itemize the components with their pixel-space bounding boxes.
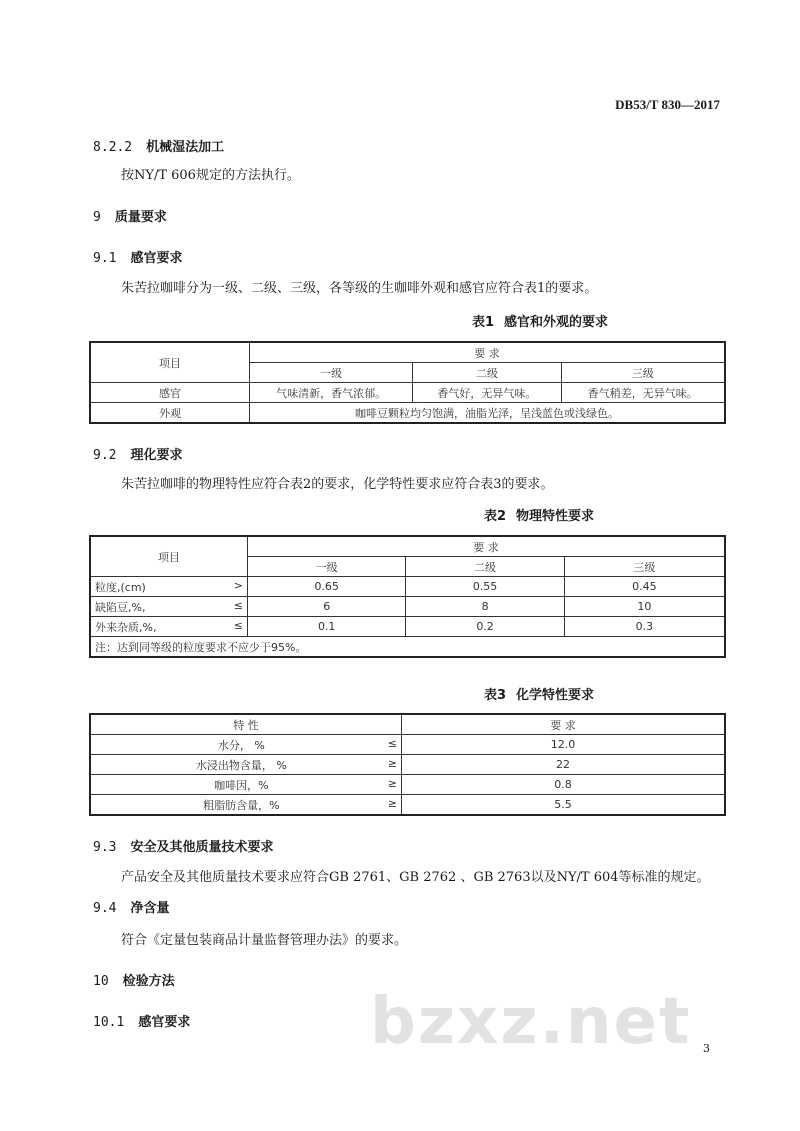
cell: 0.2 xyxy=(406,617,564,637)
row-label xyxy=(90,597,248,617)
table3-caption-text: 化学特性要求 xyxy=(516,688,595,703)
cell: 22 xyxy=(402,755,726,775)
table1 xyxy=(89,341,726,424)
table2-caption-text: 物理特性要求 xyxy=(516,509,595,524)
section-number: 9.1 xyxy=(93,251,117,266)
table1-caption-text: 感官和外观的要求 xyxy=(504,315,609,330)
table-row xyxy=(90,775,725,795)
cell-merged: 咖啡豆颗粒均匀饱满，油脂光泽，呈浅蓝色或浅绿色。 xyxy=(250,403,726,424)
table-row xyxy=(90,617,725,637)
row-label-text: 粗脂肪含量，% xyxy=(203,798,280,812)
table-row xyxy=(90,597,725,617)
table1-grade: 一级 xyxy=(250,363,413,383)
row-label: 感官 xyxy=(90,383,250,403)
table1-header-item: 项目 xyxy=(90,342,250,383)
table2-grade: 一级 xyxy=(248,557,406,577)
row-label xyxy=(90,775,402,795)
row-label-text: 水分， % xyxy=(217,738,265,752)
row-label xyxy=(90,755,402,775)
cell: 0.3 xyxy=(564,617,725,637)
comparison-symbol: ≤ xyxy=(387,736,397,750)
paragraph-9-3: 产品安全及其他质量技术要求应符合GB 2761、GB 2762 、GB 2763以及NY/T 604等标准的规定。 xyxy=(121,870,710,885)
cell: 6 xyxy=(248,597,406,617)
table1-caption xyxy=(472,311,608,330)
cell: 5.5 xyxy=(402,795,726,816)
heading-9-1 xyxy=(93,247,183,266)
table-row xyxy=(90,577,725,597)
paragraph-8-2-2: 按NY/T 606规定的方法执行。 xyxy=(121,168,300,183)
page-number: 3 xyxy=(703,1042,710,1055)
table1-grade: 二级 xyxy=(413,363,561,383)
cell: 0.55 xyxy=(406,577,564,597)
row-label-text: 水浸出物含量， % xyxy=(195,758,287,772)
row-label xyxy=(90,735,402,755)
table2-caption-id: 表2 xyxy=(484,509,507,524)
cell: 0.45 xyxy=(564,577,725,597)
section-title: 感官要求 xyxy=(138,1015,191,1030)
comparison-symbol: ≥ xyxy=(387,796,397,810)
cell: 气味清新，香气浓郁。 xyxy=(250,383,413,403)
table2-header-item: 项目 xyxy=(90,536,248,577)
row-label-text: 外来杂质,%, xyxy=(95,620,157,634)
section-title: 安全及其他质量技术要求 xyxy=(130,840,274,855)
table-row xyxy=(90,403,725,424)
table2-header-req: 要 求 xyxy=(248,536,726,557)
section-number: 9.2 xyxy=(93,448,117,463)
table-row xyxy=(90,383,725,403)
cell: 0.1 xyxy=(248,617,406,637)
section-title: 理化要求 xyxy=(130,448,183,463)
heading-8-2-2 xyxy=(93,136,224,155)
section-title: 质量要求 xyxy=(114,210,167,225)
section-title: 检验方法 xyxy=(122,974,175,989)
table1-header-req: 要 求 xyxy=(250,342,726,363)
section-title: 感官要求 xyxy=(130,251,183,266)
row-label xyxy=(90,577,248,597)
watermark: bzxz.net xyxy=(370,985,692,1059)
cell: 10 xyxy=(564,597,725,617)
heading-10 xyxy=(93,970,175,989)
paragraph-9-1: 朱苦拉咖啡分为一级、二级、三级，各等级的生咖啡外观和感官应符合表1的要求。 xyxy=(121,281,598,296)
table-row xyxy=(90,795,725,816)
cell: 0.8 xyxy=(402,775,726,795)
table1-grade: 三级 xyxy=(561,363,725,383)
section-number: 10.1 xyxy=(93,1015,125,1030)
table2-grade: 三级 xyxy=(564,557,725,577)
table3-caption xyxy=(484,684,594,703)
cell: 香气稍差，无异气味。 xyxy=(561,383,725,403)
row-label xyxy=(90,617,248,637)
cell: 0.65 xyxy=(248,577,406,597)
heading-10-1 xyxy=(93,1011,190,1030)
section-number: 9 xyxy=(93,210,101,225)
table2-caption xyxy=(484,505,594,524)
heading-9-4 xyxy=(93,897,170,916)
table3 xyxy=(89,713,726,816)
section-title: 净含量 xyxy=(130,901,170,916)
row-label-text: 咖啡因，% xyxy=(214,778,269,792)
comparison-symbol: ≤ xyxy=(233,598,243,612)
section-number: 9.3 xyxy=(93,840,117,855)
table-row xyxy=(90,755,725,775)
table2-note: 注：达到同等级的粒度要求不应少于95%。 xyxy=(90,637,725,658)
cell: 12.0 xyxy=(402,735,726,755)
table3-header-item: 特 性 xyxy=(90,714,402,735)
cell: 香气好，无异气味。 xyxy=(413,383,561,403)
table-row xyxy=(90,735,725,755)
table1-caption-id: 表1 xyxy=(472,315,495,330)
document-code: DB53/T 830—2017 xyxy=(615,97,720,112)
table3-caption-id: 表3 xyxy=(484,688,507,703)
comparison-symbol: ≥ xyxy=(387,776,397,790)
table3-header-req: 要 求 xyxy=(402,714,726,735)
comparison-symbol: ≤ xyxy=(233,618,243,632)
row-label xyxy=(90,795,402,816)
paragraph-9-4: 符合《定量包装商品计量监督管理办法》的要求。 xyxy=(121,933,408,948)
row-label-text: 粒度,(cm) xyxy=(95,580,146,594)
comparison-symbol: ≥ xyxy=(387,756,397,770)
section-number: 9.4 xyxy=(93,901,117,916)
row-label-text: 缺陷豆,%, xyxy=(95,600,146,614)
heading-9-3 xyxy=(93,836,274,855)
section-number: 10 xyxy=(93,974,109,989)
section-number: 8.2.2 xyxy=(93,140,133,155)
heading-9 xyxy=(93,206,167,225)
table2 xyxy=(89,535,726,658)
cell: 8 xyxy=(406,597,564,617)
row-label: 外观 xyxy=(90,403,250,424)
section-title: 机械湿法加工 xyxy=(146,140,225,155)
table2-grade: 二级 xyxy=(406,557,564,577)
comparison-symbol: > xyxy=(233,578,243,592)
heading-9-2 xyxy=(93,444,183,463)
paragraph-9-2: 朱苦拉咖啡的物理特性应符合表2的要求，化学特性要求应符合表3的要求。 xyxy=(121,477,554,492)
